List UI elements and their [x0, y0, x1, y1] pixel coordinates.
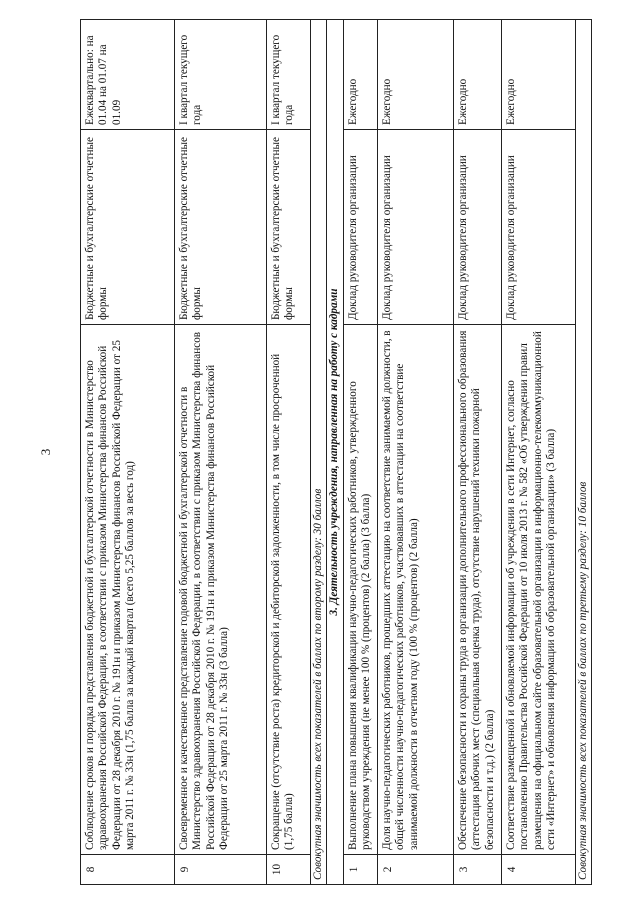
- data-source: Бюджетные и бухгалтерские отчетные формы: [267, 130, 311, 325]
- indicator-text: Выполнение плана повышения квалификации научно-педагогических работников, утвержденного руководством учреждения (не менее 100 % (процентов) (2 балла) (3 балла): [343, 325, 377, 855]
- indicator-text: Соответствие размещенной и обновляемой информации об учреждении в сети Интернет, согласно постановлению Правительства Российской Федерации от 10 июля 2013 г. № 582 «Об утверждении правил размещения на официальном сайте образовательной организации в информационно-телекоммуникационной сети «Интернет» и обновления информации об образовательной организации» (3 балла): [501, 325, 575, 855]
- indicator-text: Сокращение (отсутствие роста) кредиторской и дебиторской задолженности, в том числе просроченной (1,75 балла): [267, 325, 311, 855]
- data-source: Доклад руководителя организации: [501, 130, 575, 325]
- rotated-table-container: [80, 20, 637, 885]
- row-number: 2: [377, 855, 453, 885]
- row-number: 10: [267, 855, 311, 885]
- data-source: Доклад руководителя организации: [377, 130, 453, 325]
- reporting-period: I квартал текущего года: [175, 20, 267, 130]
- row-number: 4: [501, 855, 575, 885]
- reporting-period: Ежеквартально: на 01.04 на 01.07 на 01.09: [81, 20, 175, 130]
- data-source: Бюджетные и бухгалтерские отчетные формы: [175, 130, 267, 325]
- indicator-text: Обеспечение безопасности и охраны труда в организации дополнительного профессионального образования (аттестация рабочих мест (специальная оценка труда), отсутствие нарушений техники пожарной безопасности и т.д.) (2 балла): [453, 325, 501, 855]
- table-row: [267, 20, 311, 885]
- section3-summary: Совокупная значимость всех показателей в баллах по третьему разделу: 10 баллов: [575, 20, 591, 885]
- reporting-period: Ежегодно: [453, 20, 501, 130]
- row-number: 8: [81, 855, 175, 885]
- section3-title: 3. Деятельность учреждения, направленная на работу с кадрами: [327, 20, 343, 885]
- table-row: [453, 20, 501, 885]
- reporting-period: I квартал текущего года: [267, 20, 311, 130]
- summary-row: [575, 20, 591, 885]
- reporting-period: Ежегодно: [377, 20, 453, 130]
- indicator-text: Доля научно-педагогических работников, прошедших аттестацию на соответствие занимаемой должности, в общей численности научно-педагогических работников, участвовавших в аттестации на соответствие занимаемой должности в отчетном году (100 % (процентов) (2 балла): [377, 325, 453, 855]
- table-row: [377, 20, 453, 885]
- data-source: Бюджетные и бухгалтерские отчетные формы: [81, 130, 175, 325]
- table-row: [343, 20, 377, 885]
- data-source: Доклад руководителя организации: [343, 130, 377, 325]
- section-header-row: [327, 20, 343, 885]
- row-number: 9: [175, 855, 267, 885]
- page-number: 3: [38, 448, 53, 456]
- table-row: [501, 20, 575, 885]
- indicator-text: Своевременное и качественное представление годовой бюджетной и бухгалтерской отчетности в Министерство здравоохранения Российской Федерации, в соответствии с приказом Министерства финансов Российской Федерации от 28 декабря 2010 г. № 191н и приказом Министерства финансов Российской Федерации от 25 марта 2011 г. № 33н (3 балла): [175, 325, 267, 855]
- indicator-text: Соблюдение сроков и порядка представления бюджетной и бухгалтерской отчетности в Министерство здравоохранения Российской Федерации, в соответствии с приказом Министерства финансов Российской Федерации от 28 декабря 2010 г. № 191н и приказом Министерства финансов Российской Федерации от 25 марта 2011 г. № 33н (1,75 балла за каждый квартал (всего 5,25 баллов за весь год): [81, 325, 175, 855]
- summary-row: [311, 20, 327, 885]
- row-number: 3: [453, 855, 501, 885]
- row-number: 1: [343, 855, 377, 885]
- data-source: Доклад руководителя организации: [453, 130, 501, 325]
- reporting-period: Ежегодно: [343, 20, 377, 130]
- section2-summary: Совокупная значимость всех показателей в баллах по второму разделу: 30 баллов: [311, 20, 327, 885]
- table-row: [175, 20, 267, 885]
- table-row: [81, 20, 175, 885]
- reporting-period: Ежегодно: [501, 20, 575, 130]
- indicators-table: [80, 19, 592, 885]
